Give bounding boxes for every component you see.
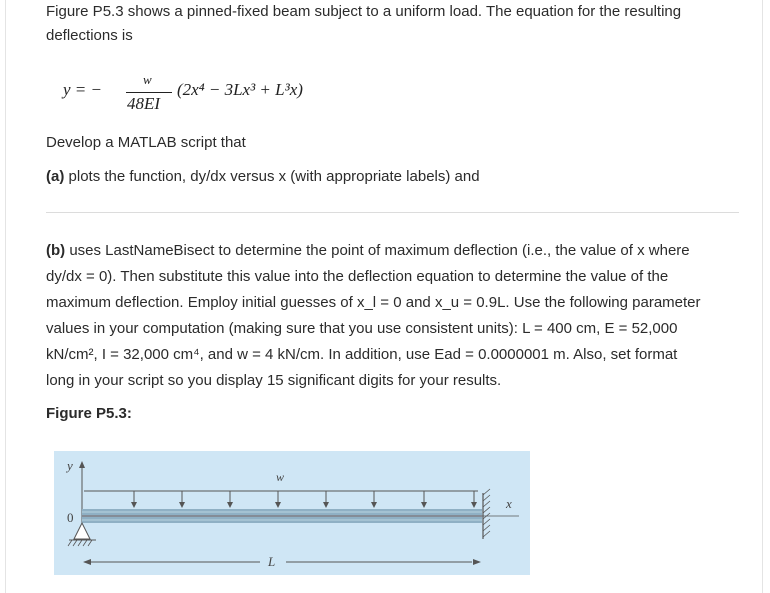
y-axis-label: y	[67, 458, 73, 473]
x-axis-label: x	[506, 496, 512, 511]
load-arrow-head	[421, 502, 427, 508]
load-arrow-head	[275, 502, 281, 508]
equation-rhs: (2x⁴ − 3Lx³ + L³x)	[177, 80, 303, 99]
part-b-line: values in your computation (making sure that you use consistent units): L = 400 cm, E = 52,000	[46, 320, 678, 337]
part-b-line: maximum deflection. Employ initial guesses of x_l = 0 and x_u = 0.9L. Use the following parameter	[46, 294, 701, 311]
equation-denominator: 48EI	[127, 94, 161, 113]
part-b-line: (b) uses LastNameBisect to determine the point of maximum deflection (i.e., the value of x where	[46, 242, 690, 259]
load-arrow-head	[471, 502, 477, 508]
separator	[46, 212, 739, 213]
load-arrow-head	[371, 502, 377, 508]
intro-paragraph: Figure P5.3 shows a pinned-fixed beam subject to a uniform load. The equation for the resulting deflections is	[46, 3, 682, 44]
task-intro: Develop a MATLAB script that	[46, 134, 246, 151]
load-label: w	[276, 470, 285, 484]
pin-ground-hatch	[68, 540, 92, 546]
part-b-line: long in your script so you display 15 significant digits for your results.	[46, 372, 502, 389]
part-b	[46, 238, 746, 394]
wall-hatch	[483, 489, 490, 537]
load-arrow-head	[227, 502, 233, 508]
y-axis-arrow	[79, 461, 85, 468]
part-b-label: (b)	[46, 242, 66, 259]
part-b-line: kN/cm², I = 32,000 cm⁴, and w = 4 kN/cm. In addition, use Ead = 0.0000001 m. Also, set format	[46, 346, 678, 363]
load-arrow-head	[131, 502, 137, 508]
load-arrows	[131, 491, 477, 508]
part-a-label: (a)	[46, 168, 65, 185]
part-a-text: plots the function, dy/dx versus x (with appropriate labels) and	[68, 168, 480, 185]
equation-lhs: y = −	[63, 80, 102, 99]
length-label: L	[268, 554, 276, 569]
beam-diagram	[54, 451, 530, 575]
part-a	[46, 165, 746, 189]
origin-label: 0	[67, 510, 74, 525]
pin-support	[74, 523, 90, 539]
load-arrow-head	[323, 502, 329, 508]
part-b-line: dy/dx = 0). Then substitute this value into the deflection equation to determine the value of the	[46, 268, 669, 285]
beam-figure	[54, 451, 530, 575]
fraction-bar	[126, 92, 172, 93]
load-arrow-head	[179, 502, 185, 508]
figure-label: Figure P5.3:	[46, 405, 132, 422]
equation-numerator: w	[143, 72, 152, 87]
